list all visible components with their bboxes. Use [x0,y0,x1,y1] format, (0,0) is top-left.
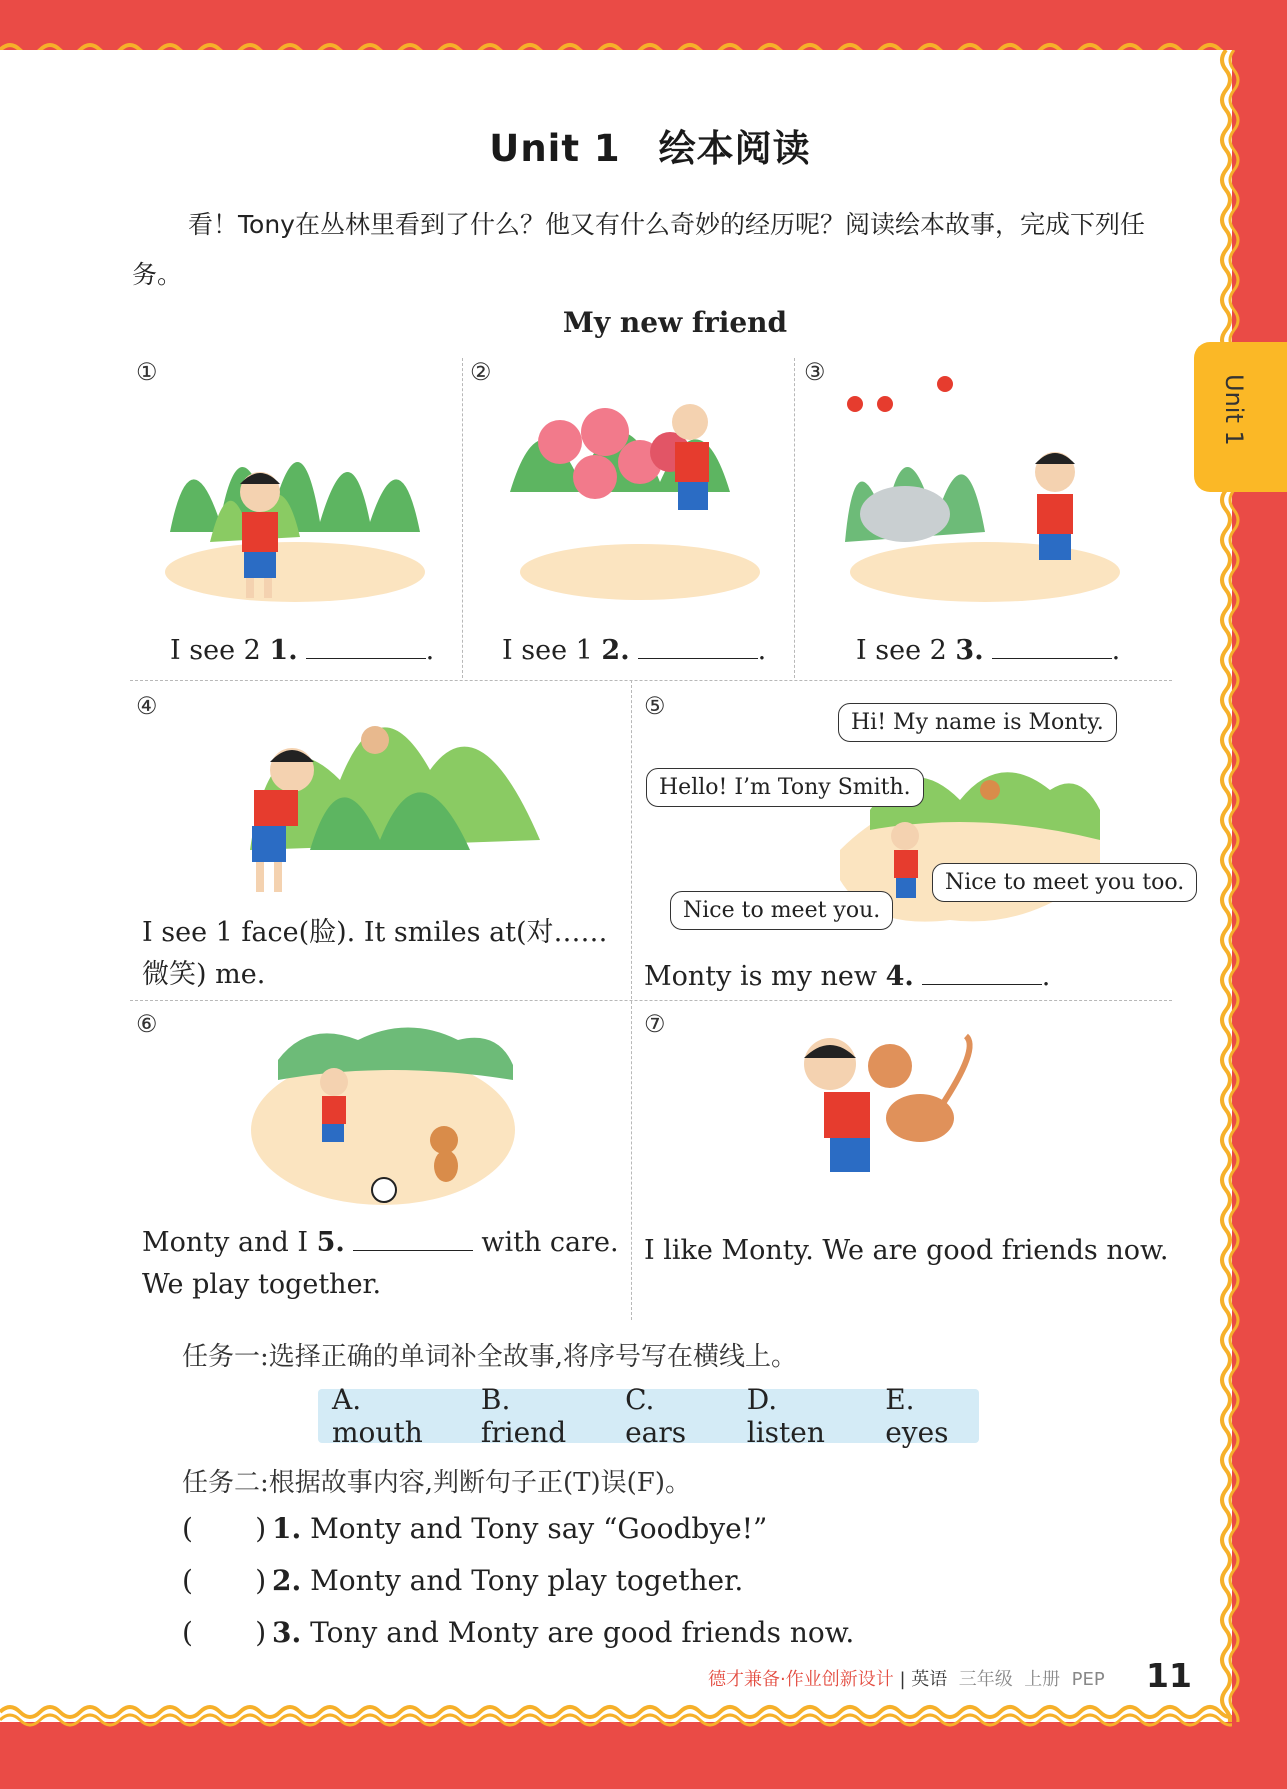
footer: 德才兼备·作业创新设计 | 英语 三年级 上册 PEP [708,1669,1105,1690]
answer-blank[interactable] [353,1228,473,1251]
task-two-instruction: 任务二:根据故事内容,判断句子正(T)误(F)。 [182,1468,691,1498]
panel-number: ② [470,358,492,386]
answer-parentheses[interactable]: ( ) [182,1616,267,1649]
panel-6-illustration [248,1020,518,1210]
panel-2-illustration [500,372,770,612]
divider [794,358,795,678]
true-false-item: ( ) 1. Monty and Tony say “Goodbye!” [182,1512,768,1545]
divider [130,680,1172,681]
divider [462,358,463,678]
true-false-item: ( ) 3. Tony and Monty are good friends now. [182,1616,855,1649]
panel-number: ⑦ [644,1010,666,1038]
true-false-item: ( ) 2. Monty and Tony play together. [182,1564,744,1597]
answer-blank[interactable] [922,962,1042,985]
panel-number: ⑥ [136,1010,158,1038]
option-e: E. eyes [885,1383,949,1449]
panel-1-caption: I see 2 1. . [170,635,435,666]
option-d: D. listen [746,1383,825,1449]
tony-speech-bubble: Hello! I’m Tony Smith. [646,768,924,807]
right-wave-border [1218,50,1244,1722]
panel-2-caption: I see 1 2. . [502,635,767,666]
panel-6-caption: Monty and I 5. with care. We play together. [142,1227,619,1300]
panel-number: ⑤ [644,692,666,720]
monty-speech-bubble: Hi! My name is Monty. [838,703,1117,742]
word-options-box [318,1383,979,1449]
panel-number: ③ [804,358,826,386]
panel-number: ④ [136,692,158,720]
answer-blank[interactable] [638,636,758,659]
answer-blank[interactable] [306,636,426,659]
bottom-wave-border [0,1702,1232,1730]
panel-7-caption: I like Monty. We are good friends now. [644,1235,1169,1266]
intro-paragraph: 看！Tony在丛林里看到了什么？他又有什么奇妙的经历呢？阅读绘本故事，完成下列任务。 [132,210,1145,289]
panel-1-illustration [150,372,440,612]
answer-parentheses[interactable]: ( ) [182,1512,267,1545]
tony-speech-bubble-2: Nice to meet you. [670,891,893,930]
option-a: A. mouth [332,1383,423,1449]
panel-number: ① [136,358,158,386]
story-title: My new friend [562,306,788,339]
panel-7-illustration [790,1028,1030,1218]
option-c: C. ears [625,1383,687,1449]
option-b: B. friend [480,1383,567,1449]
answer-parentheses[interactable]: ( ) [182,1564,267,1597]
page-title: Unit 1 绘本阅读 [489,127,811,170]
unit-side-tab: Unit 1 [1194,342,1287,492]
panel-5-caption: Monty is my new 4. . [644,961,1051,992]
monty-speech-bubble-2: Nice to meet you too. [932,863,1197,902]
panel-4-illustration [230,690,550,910]
answer-blank[interactable] [992,636,1112,659]
panel-4-caption: I see 1 face(脸). It smiles at(对…… 微笑) me. [142,917,608,990]
task-one-instruction: 任务一:选择正确的单词补全故事,将序号写在横线上。 [182,1342,798,1372]
panel-3-caption: I see 2 3. . [856,635,1121,666]
panel-3-illustration [835,372,1135,612]
divider [130,1000,1172,1001]
page-number: 11 [1146,1656,1192,1695]
